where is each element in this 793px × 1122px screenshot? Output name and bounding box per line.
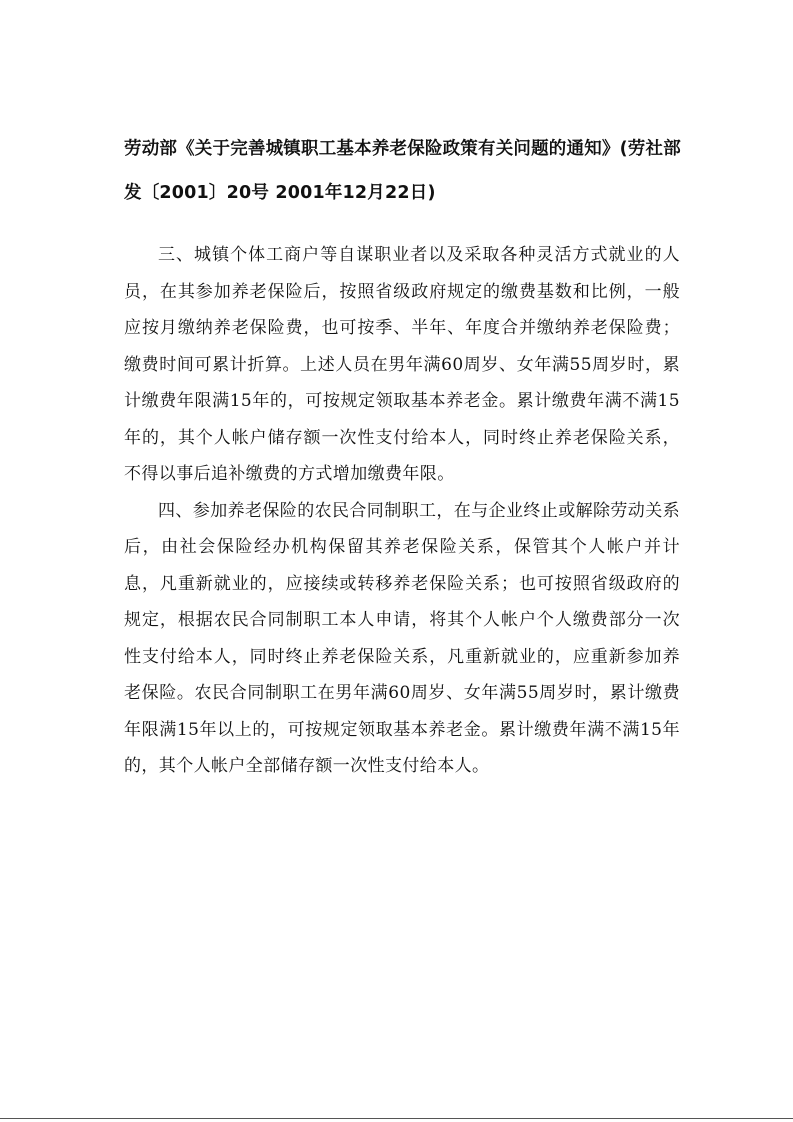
page-bottom-border (0, 1118, 793, 1119)
paragraph-four: 四、参加养老保险的农民合同制职工，在与企业终止或解除劳动关系后，由社会保险经办机构保留其养老保险关系，保管其个人帐户并计息，凡重新就业的，应接续或转移养老保险关系；也可按照省级政府的规定，根据农民合同制职工本人申请，将其个人帐户个人缴费部分一次性支付给本人，同时终止养老保险关系，凡重新就业的，应重新参加养老保险。农民合同制职工在男年满60周岁、女年满55周岁时，累计缴费年限满15年以上的，可按规定领取基本养老金。累计缴费年满不满15年的，其个人帐户全部储存额一次性支付给本人。 (124, 500, 680, 776)
document-title: 劳动部《关于完善城镇职工基本养老保险政策有关问题的通知》(劳社部发〔2001〕20号 2001年12月22日) (124, 139, 681, 203)
document-body (124, 237, 680, 785)
paragraph-three: 三、城镇个体工商户等自谋职业者以及采取各种灵活方式就业的人员，在其参加养老保险后，按照省级政府规定的缴费基数和比例，一般应按月缴纳养老保险费，也可按季、半年、年度合并缴纳养老保险费；缴费时间可累计折算。上述人员在男年满60周岁、女年满55周岁时，累计缴费年限满15年的，可按规定领取基本养老金。累计缴费年满不满15年的，其个人帐户储存额一次性支付给本人，同时终止养老保险关系，不得以事后追补缴费的方式增加缴费年限。 (124, 245, 680, 484)
